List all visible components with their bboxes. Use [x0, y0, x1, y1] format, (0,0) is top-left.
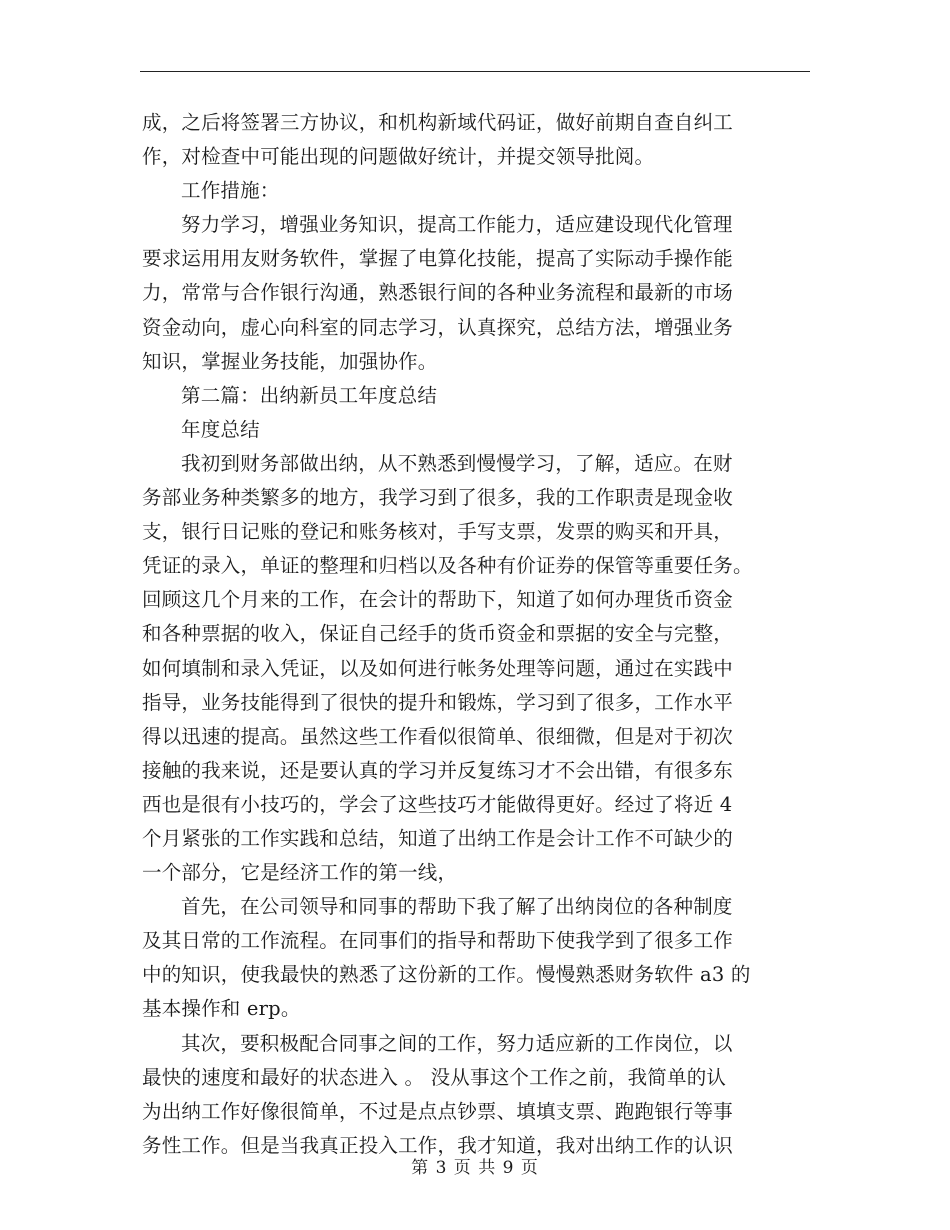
paragraph-introduction: 我初到财务部做出纳，从不熟悉到慢慢学习，了解，适应。在财 务部业务种类繁多的地方，我学习到了很多，我的工作职责是现金收 支，银行日记账的登记和账务核对，手写支票，发票的购买和开具， 凭证的录入，单证的整理和归档以及各种有价证券的保管等重要任务。 回顾这几个月来的工作，在会计的帮助下，知道了如何办理货币资金 和各种票据的收入，保证自己经手的货币资金和票据的安全与完整， 如何填制和录入凭证，以及如何进行帐务处理等问题，通过在实践中 指导，业务技能得到了很快的提升和锻炼，学习到了很多，工作水平 得以迅速的提高。虽然这些工作看似很简单、很细微，但是对于初次 接触的我来说，还是要认真的学习并反复练习才不会出错，有很多东 西也是很有小技巧的，学会了这些技巧才能做得更好。经过了将近 4 个月紧张的工作实践和总结，知道了出纳工作是会计工作不可缺少的 一个部分，它是经济工作的第一线， [142, 451, 753, 885]
document-body [142, 106, 810, 1163]
header-rule [140, 71, 810, 72]
paragraph-second: 其次，要积极配合同事之间的工作，努力适应新的工作岗位，以 最快的速度和最好的状态进入 。 没从事这个工作之前，我简单的认 为出纳工作好像很简单，不过是点点钞票、填填支票、跑跑银行等事 务性工作。但是当我真正投入工作，我才知道，我对出纳工作的认识 [142, 1031, 734, 1157]
paragraph-continuation: 成，之后将签署三方协议，和机构新域代码证，做好前期自查自纠工 作，对检查中可能出现的问题做好统计，并提交领导批阅。 [142, 111, 734, 169]
section-heading-annual-summary: 年度总结 [181, 417, 260, 441]
paragraph-measures: 努力学习，增强业务知识，提高工作能力，适应建设现代化管理 要求运用用友财务软件，掌握了电算化技能，提高了实际动手操作能 力，常常与合作银行沟通，熟悉银行间的各种业务流程和最新的市场 资金动向，虚心向科室的同志学习，认真探究，总结方法，增强业务 知识，掌握业务技能，加强协作。 [142, 213, 734, 373]
page-number: 第 3 页 共 9 页 [411, 1158, 539, 1178]
section-heading-measures: 工作措施： [181, 179, 280, 203]
paragraph-first: 首先，在公司领导和同事的帮助下我了解了出纳岗位的各种制度 及其日常的工作流程。在同事们的指导和帮助下使我学到了很多工作 中的知识，使我最快的熟悉了这份新的工作。慢慢熟悉财务软件 a3 的 基本操作和 erp。 [142, 895, 751, 1021]
chapter-title: 第二篇：出纳新员工年度总结 [181, 383, 438, 407]
